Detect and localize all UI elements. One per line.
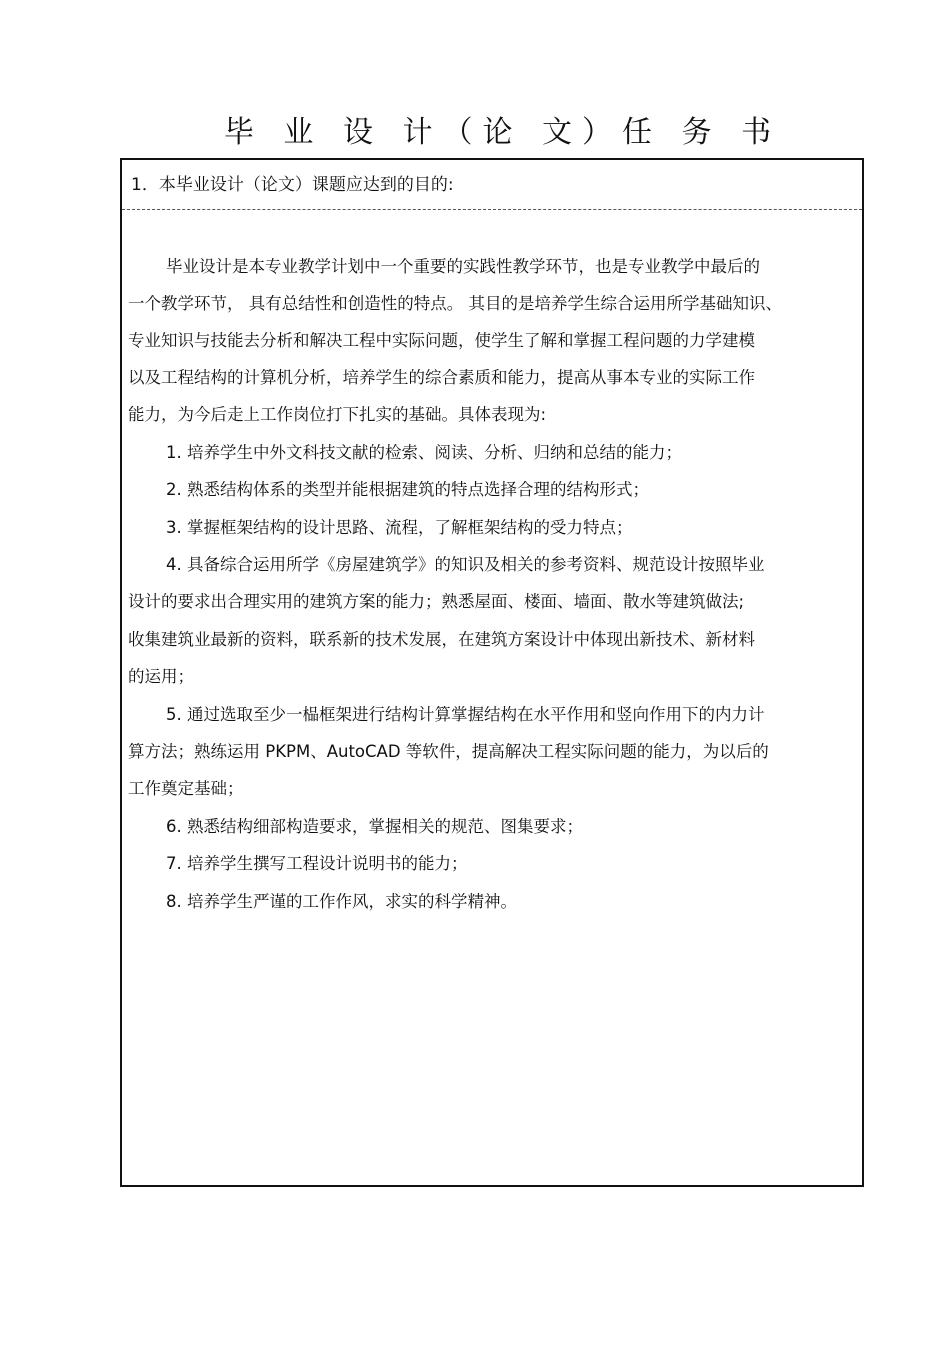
section-heading: 1．本毕业设计（论文）课题应达到的目的: [131, 175, 454, 195]
list-item-continuation: 收集建筑业最新的资料，联系新的技术发展，在建筑方案设计中体现出新技术、新材料 [128, 630, 755, 649]
paragraph-line: 能力，为今后走上工作岗位打下扎实的基础。具体表现为: [128, 405, 547, 424]
list-item: 1. 培养学生中外文科技文献的检索、阅读、分析、归纳和总结的能力； [166, 443, 682, 462]
paragraph-line: 毕业设计是本专业教学计划中一个重要的实践性教学环节，也是专业教学中最后的 [166, 257, 760, 276]
list-item: 4. 具备综合运用所学《房屋建筑学》的知识及相关的参考资料、规范设计按照毕业 [166, 555, 765, 574]
list-item: 6. 熟悉结构细部构造要求，掌握相关的规范、图集要求； [166, 817, 583, 836]
list-item: 5. 通过选取至少一榀框架进行结构计算掌握结构在水平作用和竖向作用下的内力计 [166, 705, 765, 724]
list-item: 3. 掌握框架结构的设计思路、流程，了解框架结构的受力特点； [166, 518, 633, 537]
list-item-continuation: 算方法；熟练运用 PKPM、AutoCAD 等软件，提高解决工程实际问题的能力，为以后的 [128, 742, 769, 761]
list-item-continuation: 工作奠定基础； [128, 779, 244, 798]
list-item: 2. 熟悉结构体系的类型并能根据建筑的特点选择合理的结构形式； [166, 480, 649, 499]
section-header [122, 160, 862, 210]
paragraph-line: 以及工程结构的计算机分析，培养学生的综合素质和能力，提高从事本专业的实际工作 [128, 368, 755, 387]
list-item: 8. 培养学生严谨的工作作风，求实的科学精神。 [166, 892, 517, 911]
list-item-continuation: 设计的要求出合理实用的建筑方案的能力；熟悉屋面、楼面、墙面、散水等建筑做法; [128, 592, 745, 611]
list-item: 7. 培养学生撰写工程设计说明书的能力； [166, 854, 468, 873]
page-title: 毕 业 设 计（论 文）任 务 书 [223, 115, 782, 150]
list-item-continuation: 的运用； [128, 667, 194, 686]
paragraph-line: 一个教学环节， 具有总结性和创造性的特点。 其目的是培养学生综合运用所学基础知识、 [128, 294, 782, 313]
task-table [120, 158, 864, 1187]
paragraph-line: 专业知识与技能去分析和解决工程中实际问题，使学生了解和掌握工程问题的力学建模 [128, 331, 755, 350]
